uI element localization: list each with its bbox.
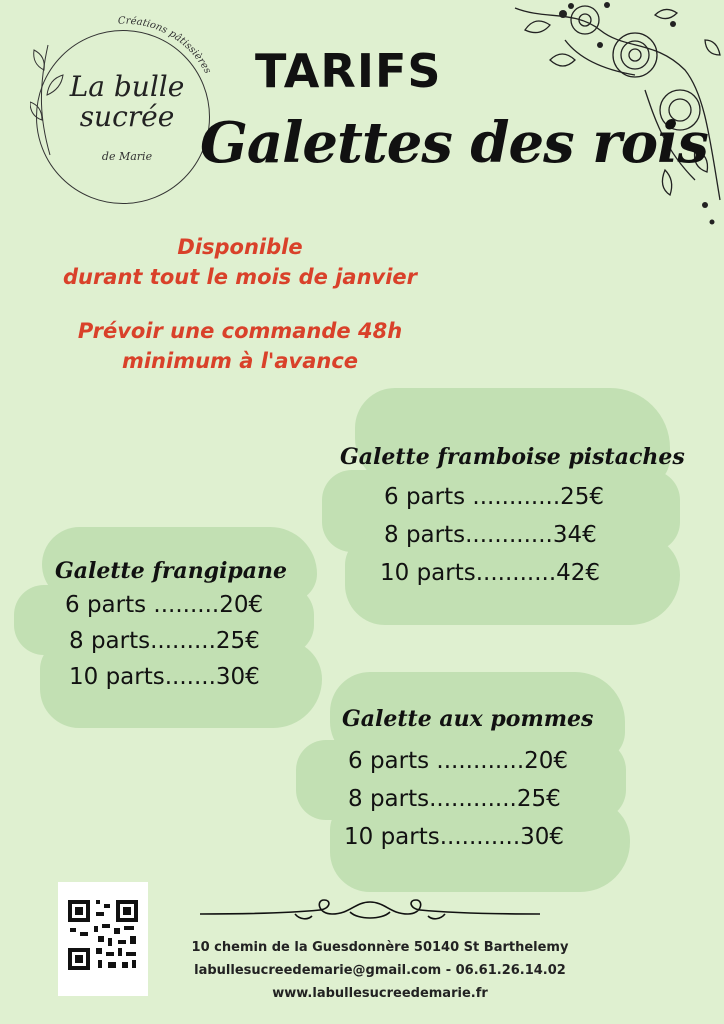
- title-tarifs: TARIFS: [255, 44, 442, 98]
- title-galettes: Galettes des rois: [200, 110, 708, 176]
- logo-name-line2: sucrée: [79, 100, 175, 133]
- logo-name-line1: La bulle: [69, 70, 185, 103]
- info-line2: durant tout le mois de janvier: [62, 265, 418, 289]
- price-row: 10 parts.......30€: [69, 664, 260, 690]
- price-row: 10 parts...........30€: [344, 824, 565, 850]
- swirl-ornament-icon: [200, 892, 540, 926]
- info-line1: Disponible: [177, 235, 303, 259]
- footer-address: 10 chemin de la Guesdonnère 50140 St Barthelemy: [191, 940, 569, 955]
- price-row: 6 parts ............25€: [384, 484, 605, 510]
- price-row: 6 parts ............20€: [348, 748, 569, 774]
- card-title: Galette framboise pistaches: [340, 444, 685, 470]
- card-title: Galette frangipane: [55, 558, 288, 584]
- logo-name: [52, 72, 202, 132]
- price-row: 8 parts............25€: [348, 786, 561, 812]
- qr-code-icon: [58, 882, 148, 996]
- availability-info: [40, 232, 440, 292]
- logo-sub: de Marie: [101, 150, 153, 163]
- info-line4: minimum à l'avance: [121, 349, 359, 373]
- footer-website[interactable]: www.labullesucreedemarie.fr: [272, 986, 488, 1001]
- order-info: [40, 316, 440, 376]
- price-row: 8 parts............34€: [384, 522, 597, 548]
- price-row: 8 parts.........25€: [69, 628, 260, 654]
- price-row: 6 parts .........20€: [65, 592, 264, 618]
- card-title: Galette aux pommes: [342, 706, 594, 732]
- info-line3: Prévoir une commande 48h: [77, 319, 403, 343]
- price-row: 10 parts...........42€: [380, 560, 601, 586]
- footer-contact[interactable]: labullesucreedemarie@gmail.com - 06.61.26.14.02: [194, 963, 566, 978]
- svg-text:Créations pâtissières: Créations pâtissières: [117, 15, 213, 76]
